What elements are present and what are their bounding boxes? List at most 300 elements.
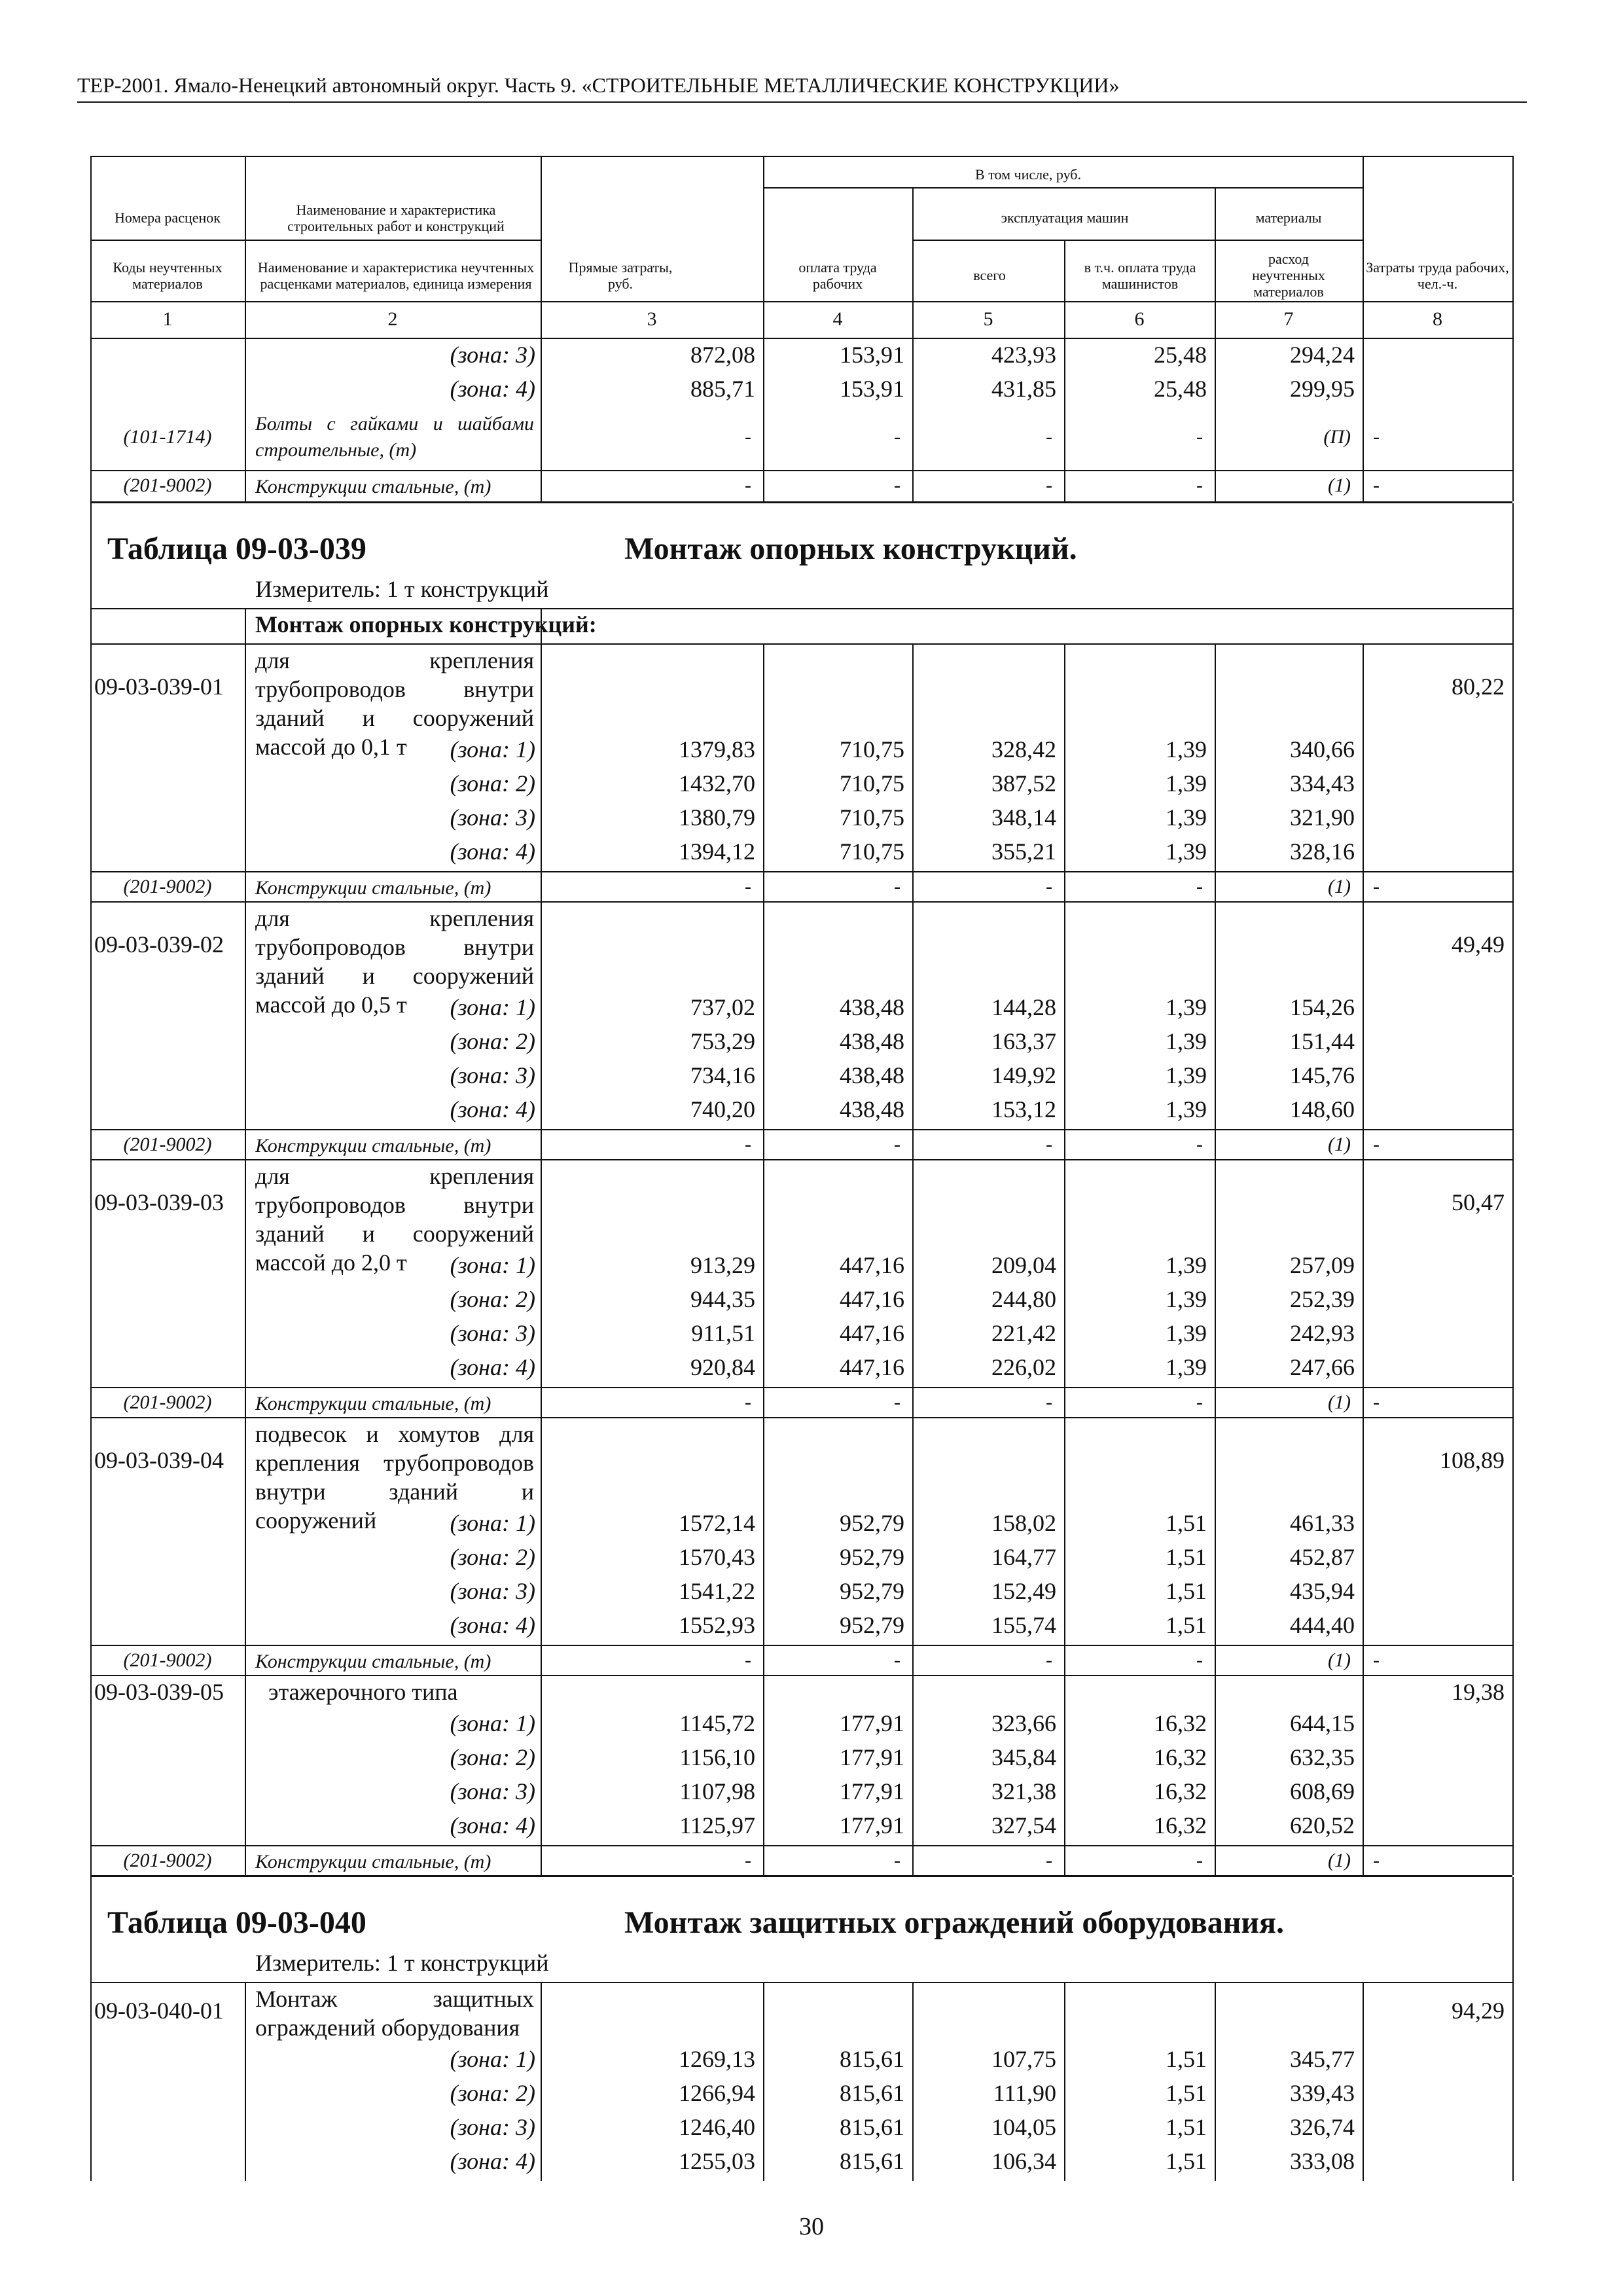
head-col4: оплата труда рабочих bbox=[798, 259, 877, 292]
v-rule bbox=[90, 643, 92, 901]
material-qty: (1) bbox=[1328, 1391, 1351, 1413]
v-rule bbox=[763, 1417, 764, 1675]
rate-code: 09-03-039-03 bbox=[94, 1189, 224, 1215]
h-rule bbox=[90, 1982, 1512, 1983]
v-rule bbox=[912, 1417, 914, 1675]
column-number-6: 6 bbox=[1134, 308, 1145, 330]
head-col6: в т.ч. оплата труда машинистов bbox=[1084, 259, 1196, 292]
labor-cost: 94,29 bbox=[1452, 1998, 1505, 2024]
v-rule bbox=[90, 1417, 92, 1675]
material-name: Конструкции стальные, (т) bbox=[255, 1651, 491, 1672]
rate-code: 09-03-039-02 bbox=[94, 931, 224, 958]
v-rule bbox=[245, 901, 246, 1159]
v-rule bbox=[245, 643, 246, 901]
value-cell: 345,84 bbox=[991, 1744, 1056, 1770]
value-cell: 1,51 bbox=[1166, 2080, 1207, 2106]
value-cell: 1541,22 bbox=[679, 1578, 755, 1604]
material-code: (201-9002) bbox=[123, 1649, 212, 1671]
column-number-5: 5 bbox=[983, 308, 993, 330]
zone-label: (зона: 2) bbox=[450, 1028, 535, 1054]
table-title: Таблица 09-03-039 bbox=[107, 531, 366, 566]
dash-cell: - bbox=[1196, 876, 1203, 897]
dash-cell: - bbox=[1196, 1134, 1203, 1155]
material-code: (201-9002) bbox=[123, 475, 212, 496]
v-rule bbox=[1064, 643, 1065, 901]
rate-code: 09-03-039-05 bbox=[94, 1679, 224, 1705]
value-cell: 1,39 bbox=[1166, 770, 1207, 797]
value-cell: 104,05 bbox=[991, 2114, 1056, 2140]
material-name: Конструкции стальные, (т) bbox=[255, 476, 491, 497]
value-cell: 1,51 bbox=[1166, 1578, 1207, 1604]
v-rule bbox=[1512, 1982, 1514, 2181]
value-cell: 885,71 bbox=[690, 376, 755, 402]
labor-cost: 19,38 bbox=[1452, 1679, 1505, 1705]
dash-cell: - bbox=[894, 1391, 901, 1413]
value-cell: 815,61 bbox=[840, 2046, 904, 2072]
v-rule bbox=[1512, 643, 1514, 901]
head-machines: эксплуатация машин bbox=[1001, 209, 1129, 226]
zone-label: (зона: 4) bbox=[450, 1354, 535, 1380]
value-cell: 244,80 bbox=[991, 1286, 1056, 1312]
zone-label: (зона: 3) bbox=[450, 1062, 535, 1088]
value-cell: 252,39 bbox=[1290, 1286, 1355, 1312]
value-cell: 1,51 bbox=[1166, 2046, 1207, 2072]
dash-cell: - bbox=[745, 426, 751, 448]
value-cell: 438,48 bbox=[840, 1062, 904, 1088]
dash-cell: - bbox=[745, 1649, 751, 1671]
value-cell: 153,12 bbox=[991, 1096, 1056, 1122]
v-rule bbox=[1512, 1417, 1514, 1675]
labor-cost: 49,49 bbox=[1452, 931, 1505, 958]
column-number-1: 1 bbox=[162, 308, 173, 330]
value-cell: 154,26 bbox=[1290, 994, 1355, 1020]
dash-cell: - bbox=[1046, 1850, 1052, 1871]
value-cell: 153,91 bbox=[840, 342, 904, 368]
value-cell: 1,51 bbox=[1166, 2114, 1207, 2140]
dash-cell: - bbox=[1046, 1134, 1052, 1155]
value-cell: 345,77 bbox=[1290, 2046, 1355, 2072]
value-cell: 438,48 bbox=[840, 1028, 904, 1054]
value-cell: 1,39 bbox=[1166, 994, 1207, 1020]
zone-label: (зона: 4) bbox=[450, 376, 535, 402]
v-rule bbox=[912, 901, 914, 1159]
value-cell: 815,61 bbox=[840, 2080, 904, 2106]
value-cell: 1,39 bbox=[1166, 736, 1207, 762]
h-rule bbox=[90, 643, 1512, 645]
dash-cell: - bbox=[745, 1850, 751, 1871]
value-cell: 327,54 bbox=[991, 1812, 1056, 1839]
zone-label: (зона: 1) bbox=[450, 736, 535, 762]
value-cell: 1156,10 bbox=[679, 1744, 755, 1770]
v-rule bbox=[541, 901, 542, 1159]
v-rule bbox=[1064, 901, 1065, 1159]
zone-label: (зона: 4) bbox=[450, 2148, 535, 2174]
zone-label: (зона: 3) bbox=[450, 804, 535, 831]
value-cell: 710,75 bbox=[840, 770, 904, 797]
zone-label: (зона: 4) bbox=[450, 1812, 535, 1839]
v-rule bbox=[763, 901, 764, 1159]
table-measure: Измеритель: 1 т конструкций bbox=[255, 1950, 549, 1976]
value-cell: 435,94 bbox=[1290, 1578, 1355, 1604]
v-rule bbox=[90, 1877, 92, 1982]
value-cell: 1125,97 bbox=[679, 1812, 755, 1839]
dash-cell: - bbox=[745, 1134, 751, 1155]
dash-cell: - bbox=[1373, 1391, 1380, 1413]
material-code: (201-9002) bbox=[123, 1391, 212, 1413]
value-cell: 447,16 bbox=[840, 1286, 904, 1312]
value-cell: 340,66 bbox=[1290, 736, 1355, 762]
value-cell: 209,04 bbox=[991, 1252, 1056, 1278]
value-cell: 452,87 bbox=[1290, 1544, 1355, 1570]
v-rule bbox=[912, 643, 914, 901]
value-cell: 815,61 bbox=[840, 2114, 904, 2140]
v-rule bbox=[1512, 608, 1514, 643]
value-cell: 177,91 bbox=[840, 1744, 904, 1770]
head-col2-top: Наименование и характеристика строительных работ и конструкций bbox=[287, 202, 505, 234]
value-cell: 952,79 bbox=[840, 1510, 904, 1536]
h-rule bbox=[90, 338, 1512, 339]
v-rule bbox=[1363, 1159, 1364, 1417]
value-cell: 16,32 bbox=[1154, 1778, 1207, 1804]
value-cell: 221,42 bbox=[991, 1320, 1056, 1346]
rate-code: 09-03-040-01 bbox=[94, 1998, 224, 2024]
material-code: (201-9002) bbox=[123, 1134, 212, 1155]
value-cell: 1572,14 bbox=[679, 1510, 755, 1536]
head-col1-top: Номера расценок bbox=[115, 209, 221, 226]
h-rule bbox=[90, 1159, 1512, 1160]
value-cell: 151,44 bbox=[1290, 1028, 1355, 1054]
head-col5: всего bbox=[973, 267, 1006, 283]
table-title: Таблица 09-03-040 bbox=[107, 1905, 366, 1940]
table-name: Монтаж защитных ограждений оборудования. bbox=[624, 1905, 1285, 1940]
v-rule bbox=[763, 643, 764, 901]
value-cell: 321,38 bbox=[991, 1778, 1056, 1804]
table-name: Монтаж опорных конструкций. bbox=[624, 531, 1077, 566]
rate-code: 09-03-039-01 bbox=[94, 673, 224, 700]
material-qty: (1) bbox=[1328, 1649, 1351, 1671]
value-cell: 144,28 bbox=[991, 994, 1056, 1020]
dash-cell: - bbox=[1196, 475, 1203, 496]
v-rule bbox=[541, 1159, 542, 1417]
v-rule bbox=[912, 1982, 914, 2181]
zone-label: (зона: 1) bbox=[450, 1710, 535, 1736]
material-qty: (П) bbox=[1323, 426, 1351, 448]
value-cell: 106,34 bbox=[991, 2148, 1056, 2174]
work-description: для крепления трубопроводов внутри зданий и сооружений массой до 0,5 т bbox=[255, 905, 534, 1018]
v-rule bbox=[1363, 1417, 1364, 1675]
value-cell: 1,51 bbox=[1166, 1612, 1207, 1638]
value-cell: 1380,79 bbox=[679, 804, 755, 831]
value-cell: 1,39 bbox=[1166, 1252, 1207, 1278]
dash-cell: - bbox=[1196, 1649, 1203, 1671]
h-rule bbox=[90, 901, 1512, 903]
v-rule bbox=[1512, 156, 1514, 501]
v-rule bbox=[912, 187, 914, 501]
dash-cell: - bbox=[894, 1134, 901, 1155]
v-rule bbox=[1363, 643, 1364, 901]
value-cell: 952,79 bbox=[840, 1612, 904, 1638]
value-cell: 872,08 bbox=[690, 342, 755, 368]
value-cell: 447,16 bbox=[840, 1320, 904, 1346]
value-cell: 952,79 bbox=[840, 1544, 904, 1570]
value-cell: 247,66 bbox=[1290, 1354, 1355, 1380]
value-cell: 16,32 bbox=[1154, 1710, 1207, 1736]
v-rule bbox=[1215, 1982, 1216, 2181]
value-cell: 710,75 bbox=[840, 736, 904, 762]
table-measure: Измеритель: 1 т конструкций bbox=[255, 576, 549, 602]
dash-cell: - bbox=[1196, 1391, 1203, 1413]
zone-label: (зона: 3) bbox=[450, 1320, 535, 1346]
zone-label: (зона: 1) bbox=[450, 994, 535, 1020]
value-cell: 107,75 bbox=[991, 2046, 1056, 2072]
material-name: Конструкции стальные, (т) bbox=[255, 1851, 491, 1873]
v-rule bbox=[90, 608, 92, 643]
value-cell: 328,16 bbox=[1290, 838, 1355, 865]
head-col1-bottom: Коды неучтенных материалов bbox=[113, 259, 223, 292]
dash-cell: - bbox=[745, 876, 751, 897]
value-cell: 710,75 bbox=[840, 838, 904, 865]
zone-label: (зона: 2) bbox=[450, 770, 535, 797]
work-description: подвесок и хомутов для крепления трубопроводов внутри зданий и сооружений bbox=[255, 1421, 534, 1534]
value-cell: 438,48 bbox=[840, 994, 904, 1020]
value-cell: 608,69 bbox=[1290, 1778, 1355, 1804]
value-cell: 257,09 bbox=[1290, 1252, 1355, 1278]
value-cell: 1,39 bbox=[1166, 1096, 1207, 1122]
v-rule bbox=[1215, 643, 1216, 901]
column-number-8: 8 bbox=[1433, 308, 1442, 330]
value-cell: 334,43 bbox=[1290, 770, 1355, 797]
dash-cell: - bbox=[1373, 475, 1380, 496]
dash-cell: - bbox=[745, 1391, 751, 1413]
h-rule bbox=[90, 240, 541, 241]
column-number-4: 4 bbox=[832, 308, 843, 330]
dash-cell: - bbox=[1046, 1649, 1052, 1671]
value-cell: 1269,13 bbox=[679, 2046, 755, 2072]
h-rule bbox=[763, 187, 1363, 188]
value-cell: 148,60 bbox=[1290, 1096, 1355, 1122]
value-cell: 740,20 bbox=[690, 1096, 755, 1122]
dash-cell: - bbox=[1196, 426, 1203, 448]
dash-cell: - bbox=[1373, 1134, 1380, 1155]
dash-cell: - bbox=[745, 475, 751, 496]
h-rule bbox=[90, 1417, 1512, 1418]
head-col3: Прямые затраты, руб. bbox=[568, 259, 673, 292]
v-rule bbox=[90, 503, 92, 608]
work-description: этажерочного типа bbox=[268, 1679, 458, 1705]
value-cell: 226,02 bbox=[991, 1354, 1056, 1380]
v-rule bbox=[541, 1982, 542, 2181]
material-code: (201-9002) bbox=[123, 876, 212, 897]
value-cell: 1394,12 bbox=[679, 838, 755, 865]
value-cell: 815,61 bbox=[840, 2148, 904, 2174]
value-cell: 753,29 bbox=[690, 1028, 755, 1054]
v-rule bbox=[1363, 1982, 1364, 2181]
value-cell: 952,79 bbox=[840, 1578, 904, 1604]
h-rule bbox=[90, 608, 1512, 609]
v-rule bbox=[541, 643, 542, 901]
v-rule bbox=[245, 1982, 246, 2181]
h-rule bbox=[90, 301, 1512, 302]
value-cell: 1,39 bbox=[1166, 1354, 1207, 1380]
zone-label: (зона: 3) bbox=[450, 342, 535, 368]
v-rule bbox=[90, 1159, 92, 1417]
v-rule bbox=[1512, 1675, 1514, 1875]
value-cell: 164,77 bbox=[991, 1544, 1056, 1570]
value-cell: 16,32 bbox=[1154, 1744, 1207, 1770]
v-rule bbox=[1512, 1159, 1514, 1417]
h-rule bbox=[90, 1675, 1512, 1676]
v-rule bbox=[763, 1982, 764, 2181]
zone-label: (зона: 2) bbox=[450, 1544, 535, 1570]
h-rule bbox=[90, 156, 1512, 157]
value-cell: 294,24 bbox=[1290, 342, 1355, 368]
v-rule bbox=[90, 1982, 92, 2181]
v-rule bbox=[90, 901, 92, 1159]
value-cell: 326,74 bbox=[1290, 2114, 1355, 2140]
value-cell: 111,90 bbox=[993, 2080, 1056, 2106]
zone-label: (зона: 4) bbox=[450, 1096, 535, 1122]
value-cell: 177,91 bbox=[840, 1778, 904, 1804]
zone-label: (зона: 4) bbox=[450, 838, 535, 865]
v-rule bbox=[1064, 1159, 1065, 1417]
v-rule bbox=[1512, 901, 1514, 1159]
value-cell: 1266,94 bbox=[679, 2080, 755, 2106]
value-cell: 737,02 bbox=[690, 994, 755, 1020]
labor-cost: 80,22 bbox=[1452, 673, 1505, 700]
v-rule bbox=[912, 1159, 914, 1417]
material-qty: (1) bbox=[1328, 475, 1351, 496]
value-cell: 25,48 bbox=[1154, 376, 1207, 402]
h-rule bbox=[90, 501, 1512, 503]
value-cell: 25,48 bbox=[1154, 342, 1207, 368]
v-rule bbox=[1512, 1877, 1514, 1982]
v-rule bbox=[1512, 503, 1514, 608]
zone-label: (зона: 3) bbox=[450, 1578, 535, 1604]
dash-cell: - bbox=[1046, 426, 1052, 448]
value-cell: 339,43 bbox=[1290, 2080, 1355, 2106]
head-col2-bottom: Наименование и характеристика неучтенных расценками материалов, единица измерения bbox=[257, 259, 535, 292]
material-name: Болты с гайками и шайбами строительные, (т) bbox=[255, 413, 534, 461]
zone-label: (зона: 2) bbox=[450, 1744, 535, 1770]
value-cell: 158,02 bbox=[991, 1510, 1056, 1536]
value-cell: 1246,40 bbox=[679, 2114, 755, 2140]
value-cell: 1,51 bbox=[1166, 2148, 1207, 2174]
v-rule bbox=[1363, 901, 1364, 1159]
value-cell: 348,14 bbox=[991, 804, 1056, 831]
value-cell: 444,40 bbox=[1290, 1612, 1355, 1638]
page-number: 30 bbox=[799, 2213, 824, 2240]
value-cell: 431,85 bbox=[991, 376, 1056, 402]
head-col7: расход неучтенных материалов bbox=[1252, 251, 1325, 300]
running-header: ТЕР-2001. Ямало-Ненецкий автономный округ. Часть 9. «СТРОИТЕЛЬНЫЕ МЕТАЛЛИЧЕСКИЕ КОНСТРУКЦИИ» bbox=[77, 73, 1527, 103]
value-cell: 913,29 bbox=[690, 1252, 755, 1278]
v-rule bbox=[1215, 187, 1216, 501]
material-name: Конструкции стальные, (т) bbox=[255, 1135, 491, 1157]
value-cell: 1145,72 bbox=[679, 1710, 755, 1736]
value-cell: 16,32 bbox=[1154, 1812, 1207, 1839]
value-cell: 461,33 bbox=[1290, 1510, 1355, 1536]
value-cell: 333,08 bbox=[1290, 2148, 1355, 2174]
value-cell: 447,16 bbox=[840, 1252, 904, 1278]
value-cell: 163,37 bbox=[991, 1028, 1056, 1054]
head-col8: Затраты труда рабочих, чел.-ч. bbox=[1366, 259, 1509, 292]
value-cell: 911,51 bbox=[691, 1320, 755, 1346]
head-including: В том числе, руб. bbox=[975, 166, 1081, 183]
zone-label: (зона: 1) bbox=[450, 1252, 535, 1278]
value-cell: 1,39 bbox=[1166, 838, 1207, 865]
dash-cell: - bbox=[894, 426, 901, 448]
v-rule bbox=[541, 1417, 542, 1675]
v-rule bbox=[245, 608, 246, 643]
value-cell: 355,21 bbox=[991, 838, 1056, 865]
v-rule bbox=[1064, 1417, 1065, 1675]
value-cell: 944,35 bbox=[690, 1286, 755, 1312]
value-cell: 153,91 bbox=[840, 376, 904, 402]
labor-cost: 50,47 bbox=[1452, 1189, 1505, 1215]
value-cell: 1,39 bbox=[1166, 1028, 1207, 1054]
material-qty: (1) bbox=[1328, 876, 1351, 897]
material-name: Конструкции стальные, (т) bbox=[255, 877, 491, 899]
material-code: (201-9002) bbox=[123, 1850, 212, 1871]
value-cell: 447,16 bbox=[840, 1354, 904, 1380]
value-cell: 323,66 bbox=[991, 1710, 1056, 1736]
dash-cell: - bbox=[1046, 475, 1052, 496]
dash-cell: - bbox=[894, 1649, 901, 1671]
dash-cell: - bbox=[1196, 1850, 1203, 1871]
section-heading: Монтаж опорных конструкций: bbox=[255, 611, 597, 637]
value-cell: 1432,70 bbox=[679, 770, 755, 797]
dash-cell: - bbox=[1046, 876, 1052, 897]
v-rule bbox=[1215, 1159, 1216, 1417]
dash-cell: - bbox=[894, 475, 901, 496]
value-cell: 1552,93 bbox=[679, 1612, 755, 1638]
value-cell: 1,39 bbox=[1166, 1320, 1207, 1346]
value-cell: 177,91 bbox=[840, 1812, 904, 1839]
h-rule bbox=[90, 1875, 1512, 1877]
work-description: Монтаж защитных ограждений оборудования bbox=[255, 1986, 534, 2041]
price-table bbox=[90, 156, 1512, 2174]
dash-cell: - bbox=[894, 876, 901, 897]
dash-cell: - bbox=[1373, 1850, 1380, 1871]
rate-code: 09-03-039-04 bbox=[94, 1447, 224, 1473]
value-cell: 1,51 bbox=[1166, 1510, 1207, 1536]
v-rule bbox=[1215, 901, 1216, 1159]
value-cell: 299,95 bbox=[1290, 376, 1355, 402]
value-cell: 644,15 bbox=[1290, 1710, 1355, 1736]
dash-cell: - bbox=[1373, 1649, 1380, 1671]
work-description: для крепления трубопроводов внутри зданий и сооружений массой до 0,1 т bbox=[255, 647, 534, 760]
column-number-3: 3 bbox=[647, 308, 657, 330]
work-description: для крепления трубопроводов внутри зданий и сооружений массой до 2,0 т bbox=[255, 1163, 534, 1276]
value-cell: 177,91 bbox=[840, 1710, 904, 1736]
value-cell: 321,90 bbox=[1290, 804, 1355, 831]
value-cell: 328,42 bbox=[991, 736, 1056, 762]
zone-label: (зона: 3) bbox=[450, 2114, 535, 2140]
v-rule bbox=[763, 1159, 764, 1417]
dash-cell: - bbox=[894, 1850, 901, 1871]
value-cell: 423,93 bbox=[991, 342, 1056, 368]
value-cell: 1255,03 bbox=[679, 2148, 755, 2174]
zone-label: (зона: 4) bbox=[450, 1612, 535, 1638]
value-cell: 149,92 bbox=[991, 1062, 1056, 1088]
value-cell: 155,74 bbox=[991, 1612, 1056, 1638]
value-cell: 620,52 bbox=[1290, 1812, 1355, 1839]
zone-label: (зона: 2) bbox=[450, 1286, 535, 1312]
value-cell: 1,51 bbox=[1166, 1544, 1207, 1570]
value-cell: 145,76 bbox=[1290, 1062, 1355, 1088]
value-cell: 1379,83 bbox=[679, 736, 755, 762]
value-cell: 920,84 bbox=[690, 1354, 755, 1380]
